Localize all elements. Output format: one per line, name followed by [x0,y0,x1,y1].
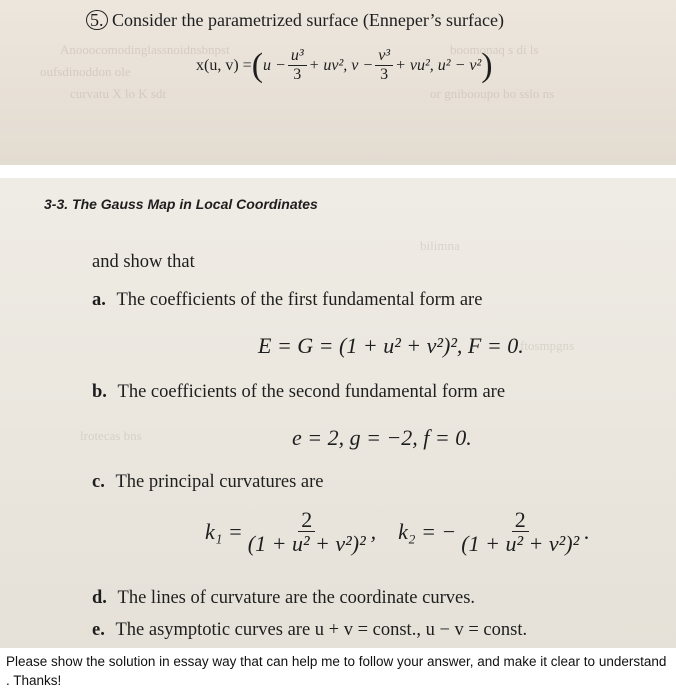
photo-crop-problem [0,0,676,165]
item-label: b. [92,382,107,402]
separator-comma: , [370,519,377,545]
item-text: The principal curvatures are [115,472,324,492]
problem-title [86,10,504,31]
item-b [92,382,505,403]
item-text: The lines of curvature are the coordinate curves. [117,588,476,608]
equation-second-form: e = 2, g = −2, f = 0. [292,425,472,450]
terminal-period: . [584,519,590,545]
bleed-through-text: bilimna [420,238,460,253]
intro-text: and show that [92,252,195,272]
item-text: The coefficients of the second fundamental form are [117,382,506,402]
fraction-num: u³ [288,48,307,66]
item-label: a. [92,290,106,310]
bleed-through-text: ftosmpgns [520,338,575,353]
item-label: e. [92,620,105,640]
bleed-through-text: curvatu X lo K sdt [70,86,167,101]
item-text: The asymptotic curves are u + v = const., u − v = const. [115,620,528,640]
section-heading: 3-3. The Gauss Map in Local Coordinates [44,196,318,212]
problem-title-text: Consider the parametrized surface (Enneper’s surface) [112,10,504,30]
param-lhs: x(u, v) = [196,56,252,74]
close-paren: ) [481,46,493,84]
item-a [92,290,482,311]
user-request-text: Please show the solution in essay way that can help me to follow your answer, and make it clear to understand . Thanks! [6,654,667,688]
item-c [92,472,324,493]
k1-lhs: k₁ = [205,519,243,545]
equation-principal-curvatures [205,508,590,556]
fraction-v3 [375,48,393,83]
problem-number: 5. [86,10,108,30]
open-paren: ( [251,46,264,84]
equation-first-form: E = G = (1 + u² + v²)², F = 0. [258,333,524,358]
bleed-through-text: oufsdinoddon ole [40,64,131,79]
param-mid: + uv², v − [308,56,374,74]
fraction-num: 2 [512,508,529,532]
enneper-equation [196,48,493,83]
bleed-through-text: Anooocomodinglassnoidnsbnpst [60,42,230,57]
fraction-num: 2 [298,508,315,532]
fraction-u3 [288,48,307,83]
fraction-den: 3 [293,65,302,83]
bleed-through-text: or gnibooupo bo sslo ns [430,86,555,101]
bleed-through-text: lrotecas bns [80,428,142,443]
fraction-den: 3 [380,65,389,83]
item-label: c. [92,472,105,492]
item-text: The coefficients of the first fundamental form are [116,290,483,310]
item-e [92,620,527,641]
fraction-k1 [245,508,369,556]
param-tail: + vu², u² − v² [395,56,482,74]
fraction-den: (1 + u² + v²)² [247,531,366,557]
photo-crop-textbook [0,178,676,648]
fraction-den: (1 + u² + v²)² [461,531,580,557]
param-first: u − [263,56,286,74]
image-gap [0,165,676,178]
fraction-k2 [458,508,582,556]
k2-lhs: k₂ = − [398,519,457,545]
item-d [92,588,475,609]
bleed-through-text: boomonaq s di ls [450,42,539,57]
fraction-num: v³ [375,48,393,66]
item-label: d. [92,588,107,608]
